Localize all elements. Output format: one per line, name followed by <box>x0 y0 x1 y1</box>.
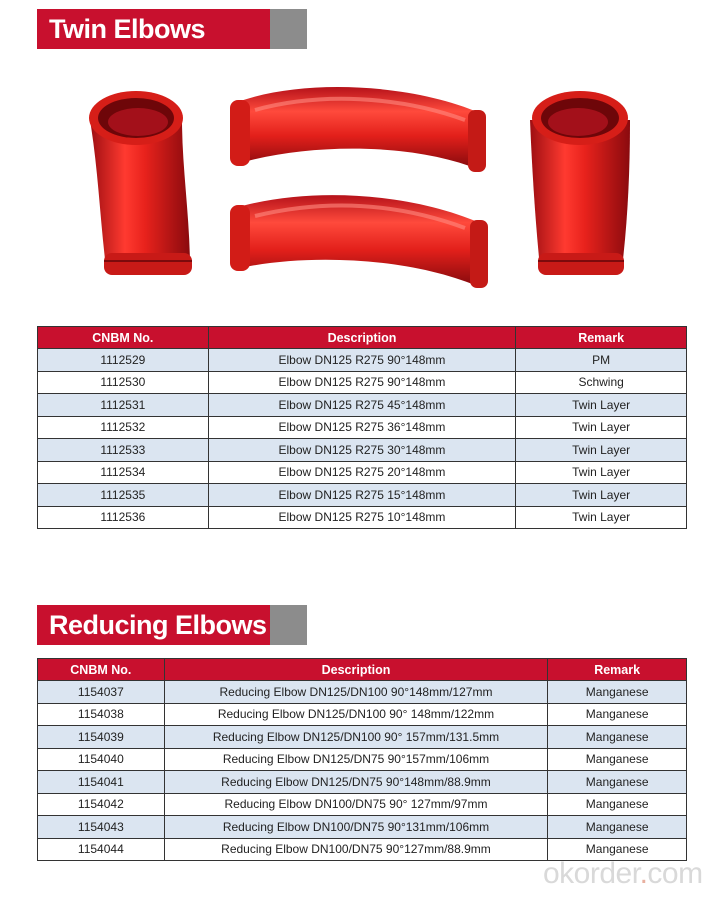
column-header-remark: Remark <box>548 659 687 681</box>
remark-cell: Twin Layer <box>516 461 687 484</box>
table-row <box>38 506 687 529</box>
description-cell: Reducing Elbow DN125/DN75 90°148mm/88.9mm <box>164 771 548 794</box>
table-row <box>38 461 687 484</box>
cnbm-no-cell: 1112536 <box>38 506 209 529</box>
cnbm-no-cell: 1112534 <box>38 461 209 484</box>
cnbm-no-cell: 1112529 <box>38 349 209 372</box>
banner-accent <box>270 605 307 645</box>
column-header-description: Description <box>164 659 548 681</box>
column-header-remark: Remark <box>516 327 687 349</box>
description-cell: Elbow DN125 R275 20°148mm <box>208 461 516 484</box>
table-header-row <box>38 659 687 681</box>
cnbm-no-cell: 1154040 <box>38 748 165 771</box>
table-row <box>38 748 687 771</box>
twin-elbows-table <box>37 326 687 529</box>
remark-cell: Twin Layer <box>516 439 687 462</box>
elbow-bottom <box>230 195 488 288</box>
description-cell: Elbow DN125 R275 30°148mm <box>208 439 516 462</box>
remark-cell: Twin Layer <box>516 394 687 417</box>
remark-cell: Manganese <box>548 838 687 861</box>
remark-cell: Manganese <box>548 748 687 771</box>
remark-cell: Manganese <box>548 703 687 726</box>
table-row <box>38 793 687 816</box>
table-row <box>38 681 687 704</box>
cnbm-no-cell: 1154038 <box>38 703 165 726</box>
reducing-elbows-title: Reducing Elbows <box>37 605 270 645</box>
column-header-cnbm-no: CNBM No. <box>38 659 165 681</box>
remark-cell: Manganese <box>548 726 687 749</box>
remark-cell: Manganese <box>548 816 687 839</box>
table-row <box>38 771 687 794</box>
table-row <box>38 726 687 749</box>
remark-cell: Twin Layer <box>516 506 687 529</box>
table-row <box>38 703 687 726</box>
description-cell: Elbow DN125 R275 15°148mm <box>208 484 516 507</box>
description-cell: Reducing Elbow DN125/DN100 90°148mm/127mm <box>164 681 548 704</box>
elbow-right <box>530 91 630 275</box>
remark-cell: Twin Layer <box>516 484 687 507</box>
description-cell: Reducing Elbow DN100/DN75 90° 127mm/97mm <box>164 793 548 816</box>
cnbm-no-cell: 1112531 <box>38 394 209 417</box>
cnbm-no-cell: 1154044 <box>38 838 165 861</box>
cnbm-no-cell: 1154039 <box>38 726 165 749</box>
reducing-elbows-banner <box>37 605 307 645</box>
column-header-cnbm-no: CNBM No. <box>38 327 209 349</box>
description-cell: Elbow DN125 R275 90°148mm <box>208 349 516 372</box>
elbows-product-photo <box>40 58 685 308</box>
okorder-watermark <box>543 857 703 891</box>
cnbm-no-cell: 1112532 <box>38 416 209 439</box>
cnbm-no-cell: 1112533 <box>38 439 209 462</box>
description-cell: Elbow DN125 R275 90°148mm <box>208 371 516 394</box>
remark-cell: Twin Layer <box>516 416 687 439</box>
column-header-description: Description <box>208 327 516 349</box>
elbow-left <box>89 91 192 275</box>
description-cell: Reducing Elbow DN125/DN75 90°157mm/106mm <box>164 748 548 771</box>
description-cell: Reducing Elbow DN125/DN100 90° 148mm/122mm <box>164 703 548 726</box>
remark-cell: Schwing <box>516 371 687 394</box>
description-cell: Elbow DN125 R275 45°148mm <box>208 394 516 417</box>
remark-cell: Manganese <box>548 771 687 794</box>
twin-elbows-title: Twin Elbows <box>37 9 270 49</box>
description-cell: Elbow DN125 R275 10°148mm <box>208 506 516 529</box>
table-row <box>38 816 687 839</box>
table-row <box>38 416 687 439</box>
table-row <box>38 394 687 417</box>
elbow-top <box>230 87 486 172</box>
cnbm-no-cell: 1112530 <box>38 371 209 394</box>
description-cell: Reducing Elbow DN125/DN100 90° 157mm/131.5mm <box>164 726 548 749</box>
watermark-suffix: com <box>647 857 703 890</box>
description-cell: Reducing Elbow DN100/DN75 90°127mm/88.9mm <box>164 838 548 861</box>
twin-elbows-banner <box>37 9 307 49</box>
description-cell: Reducing Elbow DN100/DN75 90°131mm/106mm <box>164 816 548 839</box>
table-header-row <box>38 327 687 349</box>
watermark-dot: . <box>639 857 648 890</box>
watermark-name: okorder <box>543 857 640 890</box>
table-row <box>38 439 687 462</box>
remark-cell: PM <box>516 349 687 372</box>
cnbm-no-cell: 1154043 <box>38 816 165 839</box>
description-cell: Elbow DN125 R275 36°148mm <box>208 416 516 439</box>
reducing-elbows-table <box>37 658 687 861</box>
banner-accent <box>270 9 307 49</box>
cnbm-no-cell: 1154042 <box>38 793 165 816</box>
remark-cell: Manganese <box>548 793 687 816</box>
cnbm-no-cell: 1154041 <box>38 771 165 794</box>
table-row <box>38 371 687 394</box>
table-row <box>38 484 687 507</box>
cnbm-no-cell: 1112535 <box>38 484 209 507</box>
remark-cell: Manganese <box>548 681 687 704</box>
cnbm-no-cell: 1154037 <box>38 681 165 704</box>
table-row <box>38 349 687 372</box>
